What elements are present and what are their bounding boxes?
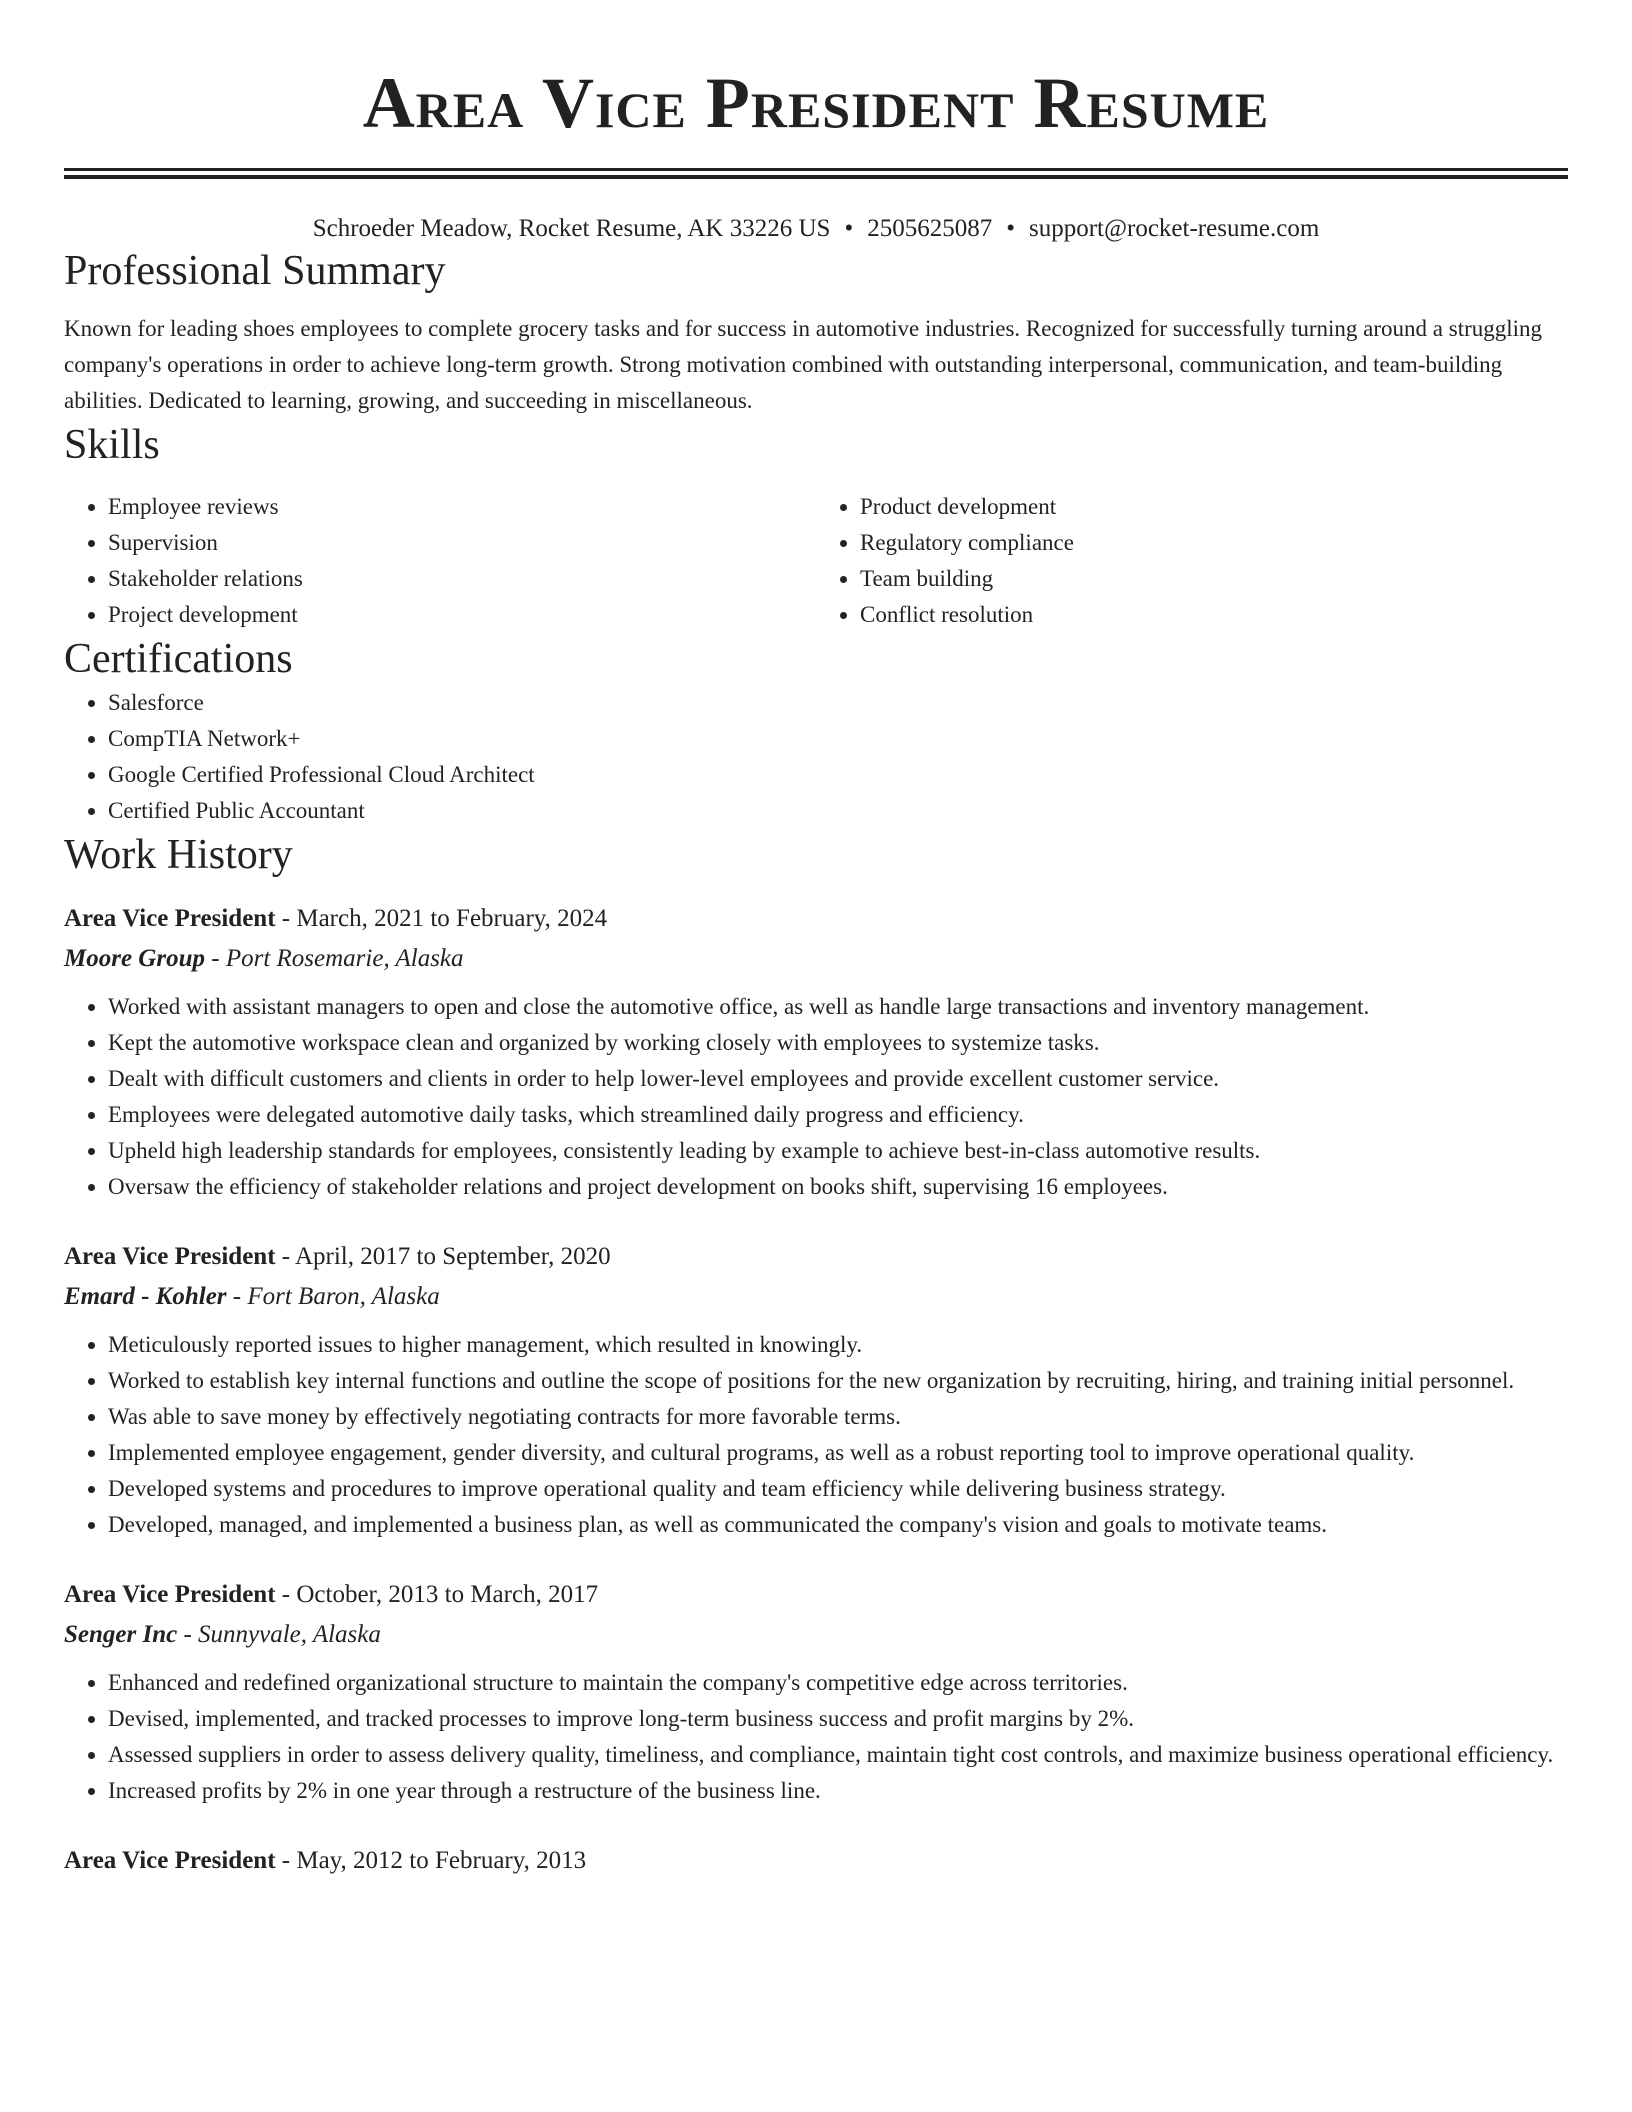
skills-heading: Skills (64, 422, 160, 468)
job-duty: • Kept the automotive workspace clean and organized by working closely with employees to systemize tasks. (108, 1025, 1568, 1061)
job-title: Area Vice President (64, 1243, 276, 1270)
job-duty: • Implemented employee engagement, gender diversity, and cultural programs, as well as a robust reporting tool to improve operational quality. (108, 1435, 1568, 1471)
company-line (64, 939, 1568, 979)
skills-list-right (816, 489, 1568, 633)
skills-columns (64, 489, 1568, 633)
email: support@rocket-resume.com (1028, 215, 1320, 242)
company-location: - Sunnyvale, Alaska (177, 1621, 381, 1648)
job-title: Area Vice President (64, 905, 276, 932)
company-line (64, 1615, 1568, 1655)
certifications-heading: Certifications (64, 636, 293, 682)
job-entry (64, 1575, 1568, 1809)
job-dates: - April, 2017 to September, 2020 (275, 1243, 611, 1270)
skill-item: • Employee reviews (108, 489, 816, 525)
separator-dot: • (844, 215, 854, 242)
skill-item: • Team building (860, 561, 1568, 597)
job-duty: • Employees were delegated automotive daily tasks, which streamlined daily progress and efficiency. (108, 1097, 1568, 1133)
job-title: Area Vice President (64, 1847, 276, 1874)
skill-item: • Project development (108, 597, 816, 633)
summary-heading: Professional Summary (64, 248, 446, 294)
certification-item: • Salesforce (108, 685, 1568, 721)
skill-item: • Regulatory compliance (860, 525, 1568, 561)
company-location: - Port Rosemarie, Alaska (205, 945, 464, 972)
job-title-line (64, 1841, 1568, 1881)
job-duty: • Dealt with difficult customers and clients in order to help lower-level employees and provide excellent customer service. (108, 1061, 1568, 1097)
job-entry (64, 899, 1568, 1205)
job-title: Area Vice President (64, 1581, 276, 1608)
job-duty: • Developed systems and procedures to improve operational quality and team efficiency while delivering business strategy. (108, 1471, 1568, 1507)
contact-line (64, 213, 1568, 245)
job-duty: • Oversaw the efficiency of stakeholder relations and project development on books shift, supervising 16 employees. (108, 1169, 1568, 1205)
separator-dot: • (1006, 215, 1015, 242)
job-dates: - May, 2012 to February, 2013 (275, 1847, 587, 1874)
job-title-line (64, 1237, 1568, 1277)
company-line (64, 1277, 1568, 1317)
summary-text: Known for leading shoes employees to complete grocery tasks and for success in automotive industries. Recognized for successfully turning around a struggling company's operations in order to achieve long-term growth. Strong motivation combined with outstanding interpersonal, communication, and team-building abilities. Dedicated to learning, growing, and succeeding in miscellaneous. (64, 316, 1543, 413)
job-duty: • Worked with assistant managers to open and close the automotive office, as well as handle large transactions and inventory management. (108, 989, 1568, 1025)
job-entry (64, 1841, 1568, 1881)
address: Schroeder Meadow, Rocket Resume, AK 33226 US (312, 215, 831, 242)
certification-item: • Certified Public Accountant (108, 793, 1568, 829)
job-title-line (64, 899, 1568, 939)
title-divider (64, 168, 1568, 179)
certifications-list (64, 685, 1568, 829)
job-duty: • Devised, implemented, and tracked processes to improve long-term business success and profit margins by 2%. (108, 1701, 1568, 1737)
job-dates: - March, 2021 to February, 2024 (275, 905, 608, 932)
certification-item: • Google Certified Professional Cloud Architect (108, 757, 1568, 793)
certification-item: • CompTIA Network+ (108, 721, 1568, 757)
job-duties-list (64, 1327, 1568, 1543)
job-dates: - October, 2013 to March, 2017 (275, 1581, 599, 1608)
job-duty: • Worked to establish key internal functions and outline the scope of positions for the new organization by recruiting, hiring, and training initial personnel. (108, 1363, 1568, 1399)
job-duty: • Was able to save money by effectively negotiating contracts for more favorable terms. (108, 1399, 1568, 1435)
skill-item: • Supervision (108, 525, 816, 561)
company-name: Senger Inc (64, 1621, 178, 1648)
job-duty: • Meticulously reported issues to higher management, which resulted in knowingly. (108, 1327, 1568, 1363)
skill-item: • Stakeholder relations (108, 561, 816, 597)
company-location: - Fort Baron, Alaska (226, 1283, 440, 1310)
job-entry (64, 1237, 1568, 1543)
job-duty: • Developed, managed, and implemented a business plan, as well as communicated the company's vision and goals to motivate teams. (108, 1507, 1568, 1543)
company-name: Emard - Kohler (64, 1283, 227, 1310)
job-duties-list (64, 1665, 1568, 1809)
job-duties-list (64, 989, 1568, 1205)
skills-list-left (64, 489, 816, 633)
resume-title: Area Vice President Resume (362, 63, 1270, 143)
phone: 2505625087 (867, 215, 993, 242)
job-title-line (64, 1575, 1568, 1615)
company-name: Moore Group (64, 945, 205, 972)
skill-item: • Product development (860, 489, 1568, 525)
work-history-heading: Work History (64, 832, 293, 878)
job-duty: • Enhanced and redefined organizational structure to maintain the company's competitive edge across territories. (108, 1665, 1568, 1701)
job-duty: • Upheld high leadership standards for employees, consistently leading by example to achieve best-in-class automotive results. (108, 1133, 1568, 1169)
skill-item: • Conflict resolution (860, 597, 1568, 633)
job-duty: • Increased profits by 2% in one year through a restructure of the business line. (108, 1773, 1568, 1809)
job-duty: • Assessed suppliers in order to assess delivery quality, timeliness, and compliance, maintain tight cost controls, and maximize business operational efficiency. (108, 1737, 1568, 1773)
resume-page (64, 0, 1568, 1881)
